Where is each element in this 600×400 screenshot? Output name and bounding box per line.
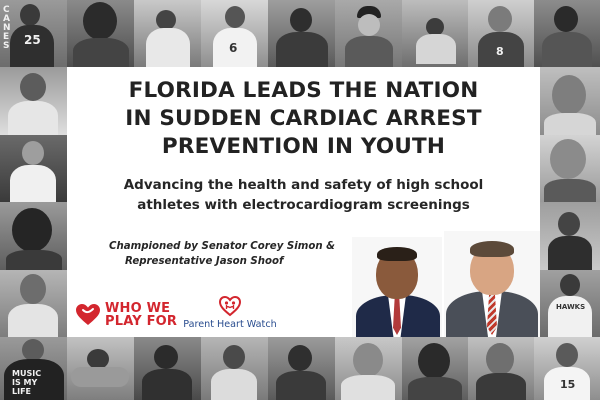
subheadline-line-2: athletes with electrocardiogram screenings bbox=[137, 197, 470, 213]
athlete-photo-swimmer bbox=[67, 337, 134, 400]
heart-icon bbox=[75, 303, 101, 327]
athlete-photo-left-2 bbox=[0, 67, 67, 135]
jersey-number-6: 6 bbox=[229, 41, 238, 55]
athlete-photo-left-5 bbox=[0, 270, 67, 337]
athlete-photo-2 bbox=[67, 0, 134, 67]
athlete-photo-left-4 bbox=[0, 202, 67, 270]
athlete-photo-right-hawks bbox=[540, 270, 600, 337]
jersey-number-8: 8 bbox=[496, 45, 504, 58]
athlete-photo-soccer-15 bbox=[534, 337, 600, 400]
athlete-photo-baseball-cap bbox=[335, 0, 402, 67]
athlete-photo-b7 bbox=[402, 337, 468, 400]
heart-figures-icon bbox=[218, 295, 242, 317]
parent-heart-watch-wordmark: Parent Heart Watch bbox=[183, 319, 277, 330]
athlete-photo-baseball bbox=[134, 0, 201, 67]
jersey-hawks-text: HAWKS bbox=[556, 303, 586, 311]
headline-line-2: IN SUDDEN CARDIAC ARREST bbox=[125, 106, 482, 131]
athlete-photo-right-4 bbox=[540, 202, 600, 270]
headline-line-1: FLORIDA LEADS THE NATION bbox=[128, 78, 479, 103]
who-we-play-for-wordmark bbox=[105, 302, 177, 328]
athlete-photo-b3 bbox=[134, 337, 201, 400]
athlete-photo-7 bbox=[402, 0, 468, 67]
athlete-photo-soccer-6 bbox=[201, 0, 268, 67]
parent-heart-watch-logo bbox=[180, 295, 280, 333]
athlete-photo-9 bbox=[534, 0, 600, 67]
athlete-photo-music-shirt bbox=[0, 337, 67, 400]
athlete-photo-football-canes bbox=[0, 0, 67, 67]
headline bbox=[67, 77, 540, 161]
championed-line-1: Championed by Senator Corey Simon & bbox=[109, 241, 336, 252]
athlete-photo-b4 bbox=[201, 337, 268, 400]
headline-line-3: PREVENTION IN YOUTH bbox=[161, 134, 446, 159]
athlete-photo-b5 bbox=[268, 337, 335, 400]
athlete-photo-right-3 bbox=[540, 135, 600, 202]
who-we-play-for-logo bbox=[75, 299, 177, 331]
championed-by-text bbox=[109, 239, 335, 269]
jersey-number-15: 15 bbox=[560, 378, 576, 391]
athlete-photo-right-2 bbox=[540, 67, 600, 135]
shirt-music-text: MUSIC IS MY LIFE bbox=[12, 369, 42, 396]
portrait-representative-shoof bbox=[444, 231, 540, 337]
athlete-photo-b8 bbox=[468, 337, 534, 400]
athlete-photo-8 bbox=[468, 0, 534, 67]
athlete-photo-b6 bbox=[335, 337, 402, 400]
jersey-canes-text: CANES bbox=[3, 5, 11, 51]
subheadline-line-1: Advancing the health and safety of high school bbox=[123, 177, 484, 193]
championed-line-2: Representative Jason Shoof bbox=[125, 256, 284, 267]
athlete-photo-left-cheer bbox=[0, 135, 67, 202]
jersey-number-25: 25 bbox=[24, 33, 41, 47]
headline-panel bbox=[67, 67, 540, 337]
wwpf-line-2: PLAY FOR bbox=[105, 314, 178, 329]
athlete-photo-5 bbox=[268, 0, 335, 67]
portrait-senator-simon bbox=[352, 237, 442, 337]
wwpf-line-1: WHO WE bbox=[105, 301, 171, 316]
subheadline bbox=[67, 175, 540, 215]
